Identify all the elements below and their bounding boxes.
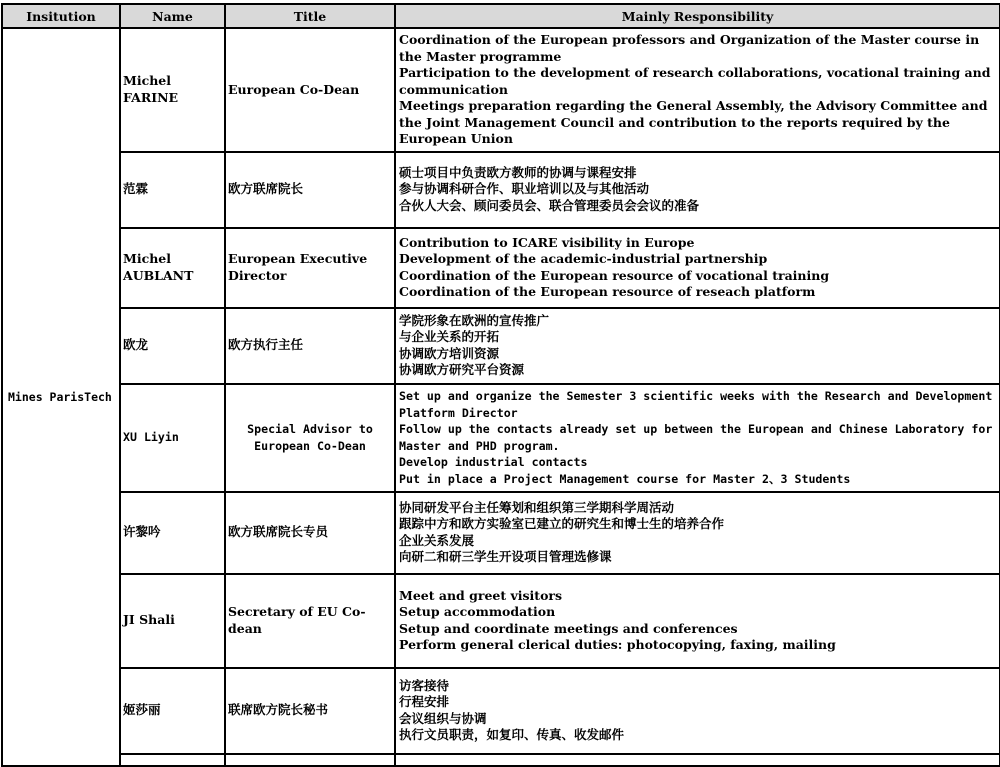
- responsibility-line: 与企业关系的开拓: [399, 329, 500, 344]
- header-institution: Insitution: [2, 4, 120, 28]
- table-row: [2, 668, 1000, 754]
- responsibility-cell: [395, 668, 1000, 754]
- responsibility-line: 协调欧方研究平台资源: [399, 362, 525, 377]
- title-cell: 欧方执行主任: [225, 308, 395, 384]
- responsibility-line: Perform general clerical duties: photocopying, faxing, mailing: [399, 637, 836, 652]
- table-row: [2, 28, 1000, 152]
- responsibility-line: 协同研发平台主任筹划和组织第三学期科学周活动: [399, 499, 675, 515]
- title-cell: 联席欧方院长秘书: [225, 668, 395, 754]
- responsibility-line: Setup and coordinate meetings and conferences: [399, 620, 738, 636]
- table-row: [2, 308, 1000, 384]
- title-cell: European Executive Director: [225, 228, 395, 308]
- responsibility-line: 参与协调科研合作、职业培训以及与其他活动: [399, 181, 650, 197]
- table-row: [2, 384, 1000, 492]
- responsibility-cell: [395, 28, 1000, 152]
- responsibility-cell: [395, 384, 1000, 492]
- responsibility-line: 企业关系发展: [399, 532, 475, 548]
- responsibility-cell: [395, 574, 1000, 668]
- table-row: [2, 754, 1000, 766]
- responsibility-line: 协调欧方培训资源: [399, 345, 500, 361]
- table-row: [2, 574, 1000, 668]
- responsibility-line: Development of the academic-industrial partnership: [399, 251, 768, 266]
- responsibility-line: Follow up the contacts already set up between the European and Chinese Laboratory for Master and PHD program.: [399, 422, 993, 453]
- header-title: Title: [225, 4, 395, 28]
- name-cell: [120, 754, 225, 766]
- responsibility-line: 会议组织与协调: [399, 710, 487, 726]
- responsibility-line: 向研二和研三学生开设项目管理选修课: [399, 549, 612, 564]
- responsibility-line: 行程安排: [399, 694, 450, 709]
- table-row: [2, 152, 1000, 228]
- name-cell: Michel AUBLANT: [120, 228, 225, 308]
- responsibility-line: 合伙人大会、顾问委员会、联合管理委员会会议的准备: [399, 197, 700, 213]
- name-cell: 姬莎丽: [120, 668, 225, 754]
- name-cell: Michel FARINE: [120, 28, 225, 152]
- responsibility-line: Coordination of the European professors and Organization of the Master course in the Master programme: [399, 32, 980, 64]
- title-cell: 欧方联席院长: [225, 152, 395, 228]
- responsibility-line: Coordination of the European resource of reseach platform: [399, 284, 816, 299]
- responsibility-line: Develop industrial contacts: [399, 455, 588, 469]
- responsibility-cell: [395, 228, 1000, 308]
- responsibility-line: 硕士项目中负责欧方教师的协调与课程安排: [399, 164, 637, 180]
- header-responsibility: Mainly Responsibility: [395, 4, 1000, 28]
- responsibility-table: [1, 3, 1000, 767]
- responsibility-line: Meetings preparation regarding the General Assembly, the Advisory Committee and the Joint Management Council and contribution to the reports required by the European Union: [399, 98, 988, 146]
- name-cell: 欧龙: [120, 308, 225, 384]
- table-row: [2, 492, 1000, 574]
- header-row: [2, 4, 1000, 28]
- responsibility-line: Meet and greet visitors: [399, 587, 563, 603]
- responsibility-cell: [395, 754, 1000, 766]
- title-cell: 欧方联席院长专员: [225, 492, 395, 574]
- responsibility-line: 学院形象在欧洲的宣传推广: [399, 312, 550, 328]
- responsibility-cell: [395, 492, 1000, 574]
- table-row: [2, 228, 1000, 308]
- responsibility-line: 执行文员职责，如复印、传真、收发邮件: [399, 727, 625, 742]
- name-cell: 许黎吟: [120, 492, 225, 574]
- responsibility-line: Contribution to ICARE visibility in Europe: [399, 234, 695, 250]
- title-cell: European Co-Dean: [225, 28, 395, 152]
- title-cell: Special Advisor to European Co-Dean: [225, 384, 395, 492]
- title-cell: Secretary of EU Co-dean: [225, 574, 395, 668]
- institution-cell: Mines ParisTech: [2, 28, 120, 766]
- responsibility-line: 访客接待: [399, 677, 450, 693]
- responsibility-line: Participation to the development of research collaborations, vocational training and communication: [399, 65, 991, 97]
- responsibility-line: Coordination of the European resource of vocational training: [399, 267, 830, 283]
- name-cell: JI Shali: [120, 574, 225, 668]
- header-name: Name: [120, 4, 225, 28]
- name-cell: 范霖: [120, 152, 225, 228]
- responsibility-line: 跟踪中方和欧方实验室已建立的研究生和博士生的培养合作: [399, 516, 725, 531]
- responsibility-cell: [395, 152, 1000, 228]
- title-cell: [225, 754, 395, 766]
- responsibility-line: Set up and organize the Semester 3 scientific weeks with the Research and Development Platform Director: [399, 389, 993, 420]
- name-cell: XU Liyin: [120, 384, 225, 492]
- responsibility-line: Put in place a Project Management course for Master 2、3 Students: [399, 471, 851, 486]
- responsibility-line: Setup accommodation: [399, 604, 556, 619]
- responsibility-cell: [395, 308, 1000, 384]
